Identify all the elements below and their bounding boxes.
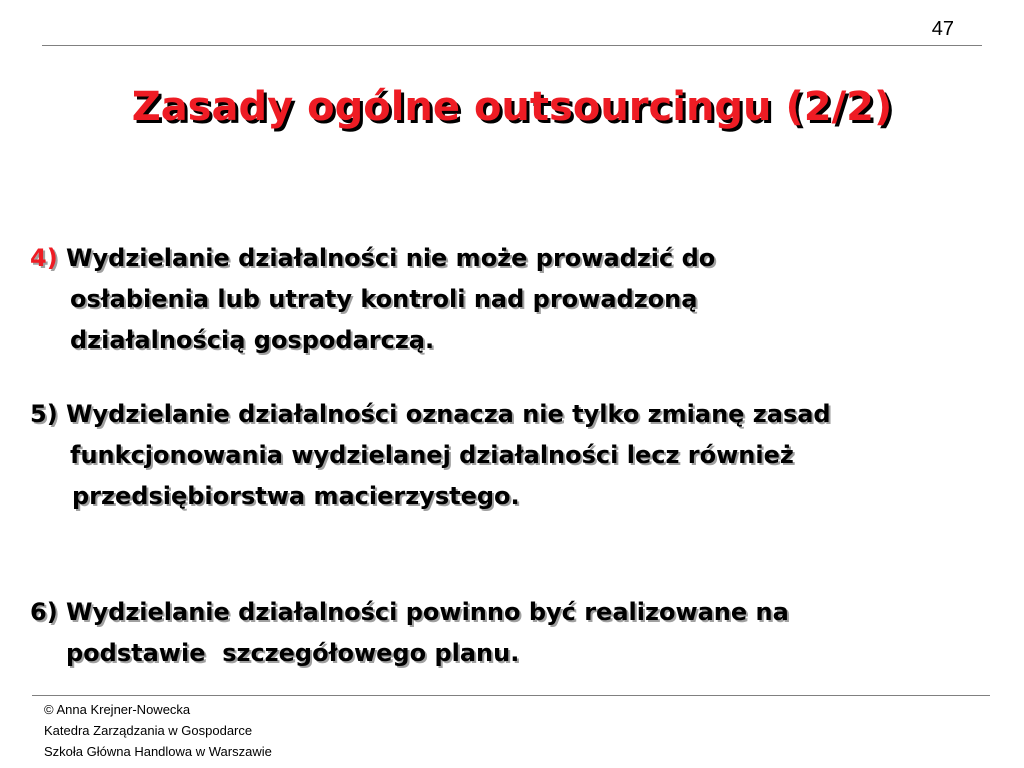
principle-text: Wydzielanie działalności oznacza nie tylko zmianę zasad bbox=[66, 400, 831, 428]
top-divider bbox=[42, 45, 982, 46]
principle-line: funkcjonowania wydzielanej działalności lecz również bbox=[70, 441, 794, 469]
principle-item-4 bbox=[30, 238, 990, 361]
principle-line bbox=[30, 394, 990, 435]
principle-text: Wydzielanie działalności nie może prowadzić do bbox=[66, 244, 716, 272]
bottom-divider bbox=[32, 695, 990, 696]
principle-item-5 bbox=[30, 394, 990, 517]
principle-text: Wydzielanie działalności powinno być realizowane na bbox=[66, 598, 789, 626]
principle-line: osłabienia lub utraty kontroli nad prowadzoną bbox=[70, 285, 698, 313]
principle-line bbox=[30, 592, 990, 633]
footer-department: Katedra Zarządzania w Gospodarce bbox=[44, 723, 253, 738]
principle-item-6 bbox=[30, 592, 990, 674]
principle-line: przedsiębiorstwa macierzystego. bbox=[72, 482, 520, 510]
principle-number: 4) bbox=[30, 244, 58, 272]
footer-copyright: © Anna Krejner-Nowecka bbox=[44, 702, 191, 717]
principle-number: 6) bbox=[30, 598, 58, 626]
slide-title: Zasady ogólne outsourcingu (2/2) bbox=[131, 84, 893, 130]
footer-school: Szkoła Główna Handlowa w Warszawie bbox=[44, 744, 272, 759]
principle-line: podstawie szczegółowego planu. bbox=[66, 639, 520, 667]
principle-line: działalnością gospodarczą. bbox=[70, 326, 435, 354]
page-number: 47 bbox=[931, 18, 954, 40]
principle-number: 5) bbox=[30, 400, 58, 428]
footer bbox=[44, 699, 272, 762]
principle-line bbox=[30, 238, 990, 279]
